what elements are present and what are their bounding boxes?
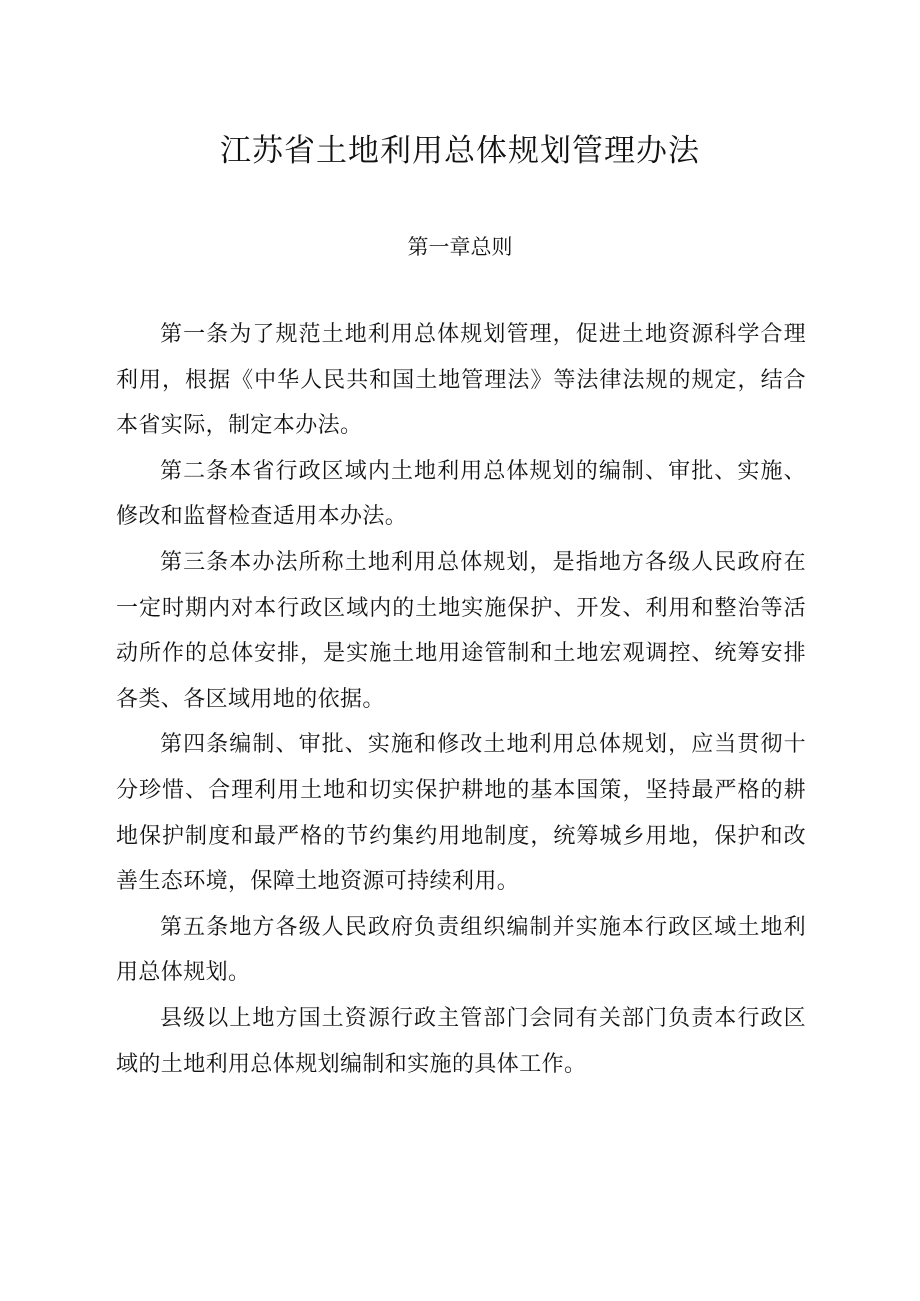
paragraph-article-5: 第五条地方各级人民政府负责组织编制并实施本行政区域土地利用总体规划。 — [116, 914, 806, 986]
paragraph-article-1: 第一条为了规范土地利用总体规划管理，促进土地资源科学合理利用，根据《中华人民共和国土地管理法》等法律法规的规定，结合本省实际，制定本办法。 — [116, 322, 806, 439]
paragraph-article-3: 第三条本办法所称土地利用总体规划，是指地方各级人民政府在一定时期内对本行政区域内的土地实施保护、开发、利用和整治等活动所作的总体安排，是实施土地用途管制和土地宏观调控、统筹安排各类、各区域用地的依据。 — [116, 549, 806, 712]
document-body — [116, 312, 806, 1087]
document-title: 江苏省土地利用总体规划管理办法 — [220, 133, 700, 169]
paragraph-article-5-clause-2: 县级以上地方国土资源行政主管部门会同有关部门负责本行政区域的土地利用总体规划编制和实施的具体工作。 — [116, 1005, 806, 1077]
paragraph-article-2: 第二条本省行政区域内土地利用总体规划的编制、审批、实施、修改和监督检查适用本办法。 — [116, 458, 806, 530]
paragraph-article-4: 第四条编制、审批、实施和修改土地利用总体规划，应当贯彻十分珍惜、合理利用土地和切实保护耕地的基本国策，坚持最严格的耕地保护制度和最严格的节约集约用地制度，统筹城乡用地，保护和改善生态环境，保障土地资源可持续利用。 — [116, 732, 806, 895]
chapter-heading: 第一章总则 — [407, 235, 513, 259]
